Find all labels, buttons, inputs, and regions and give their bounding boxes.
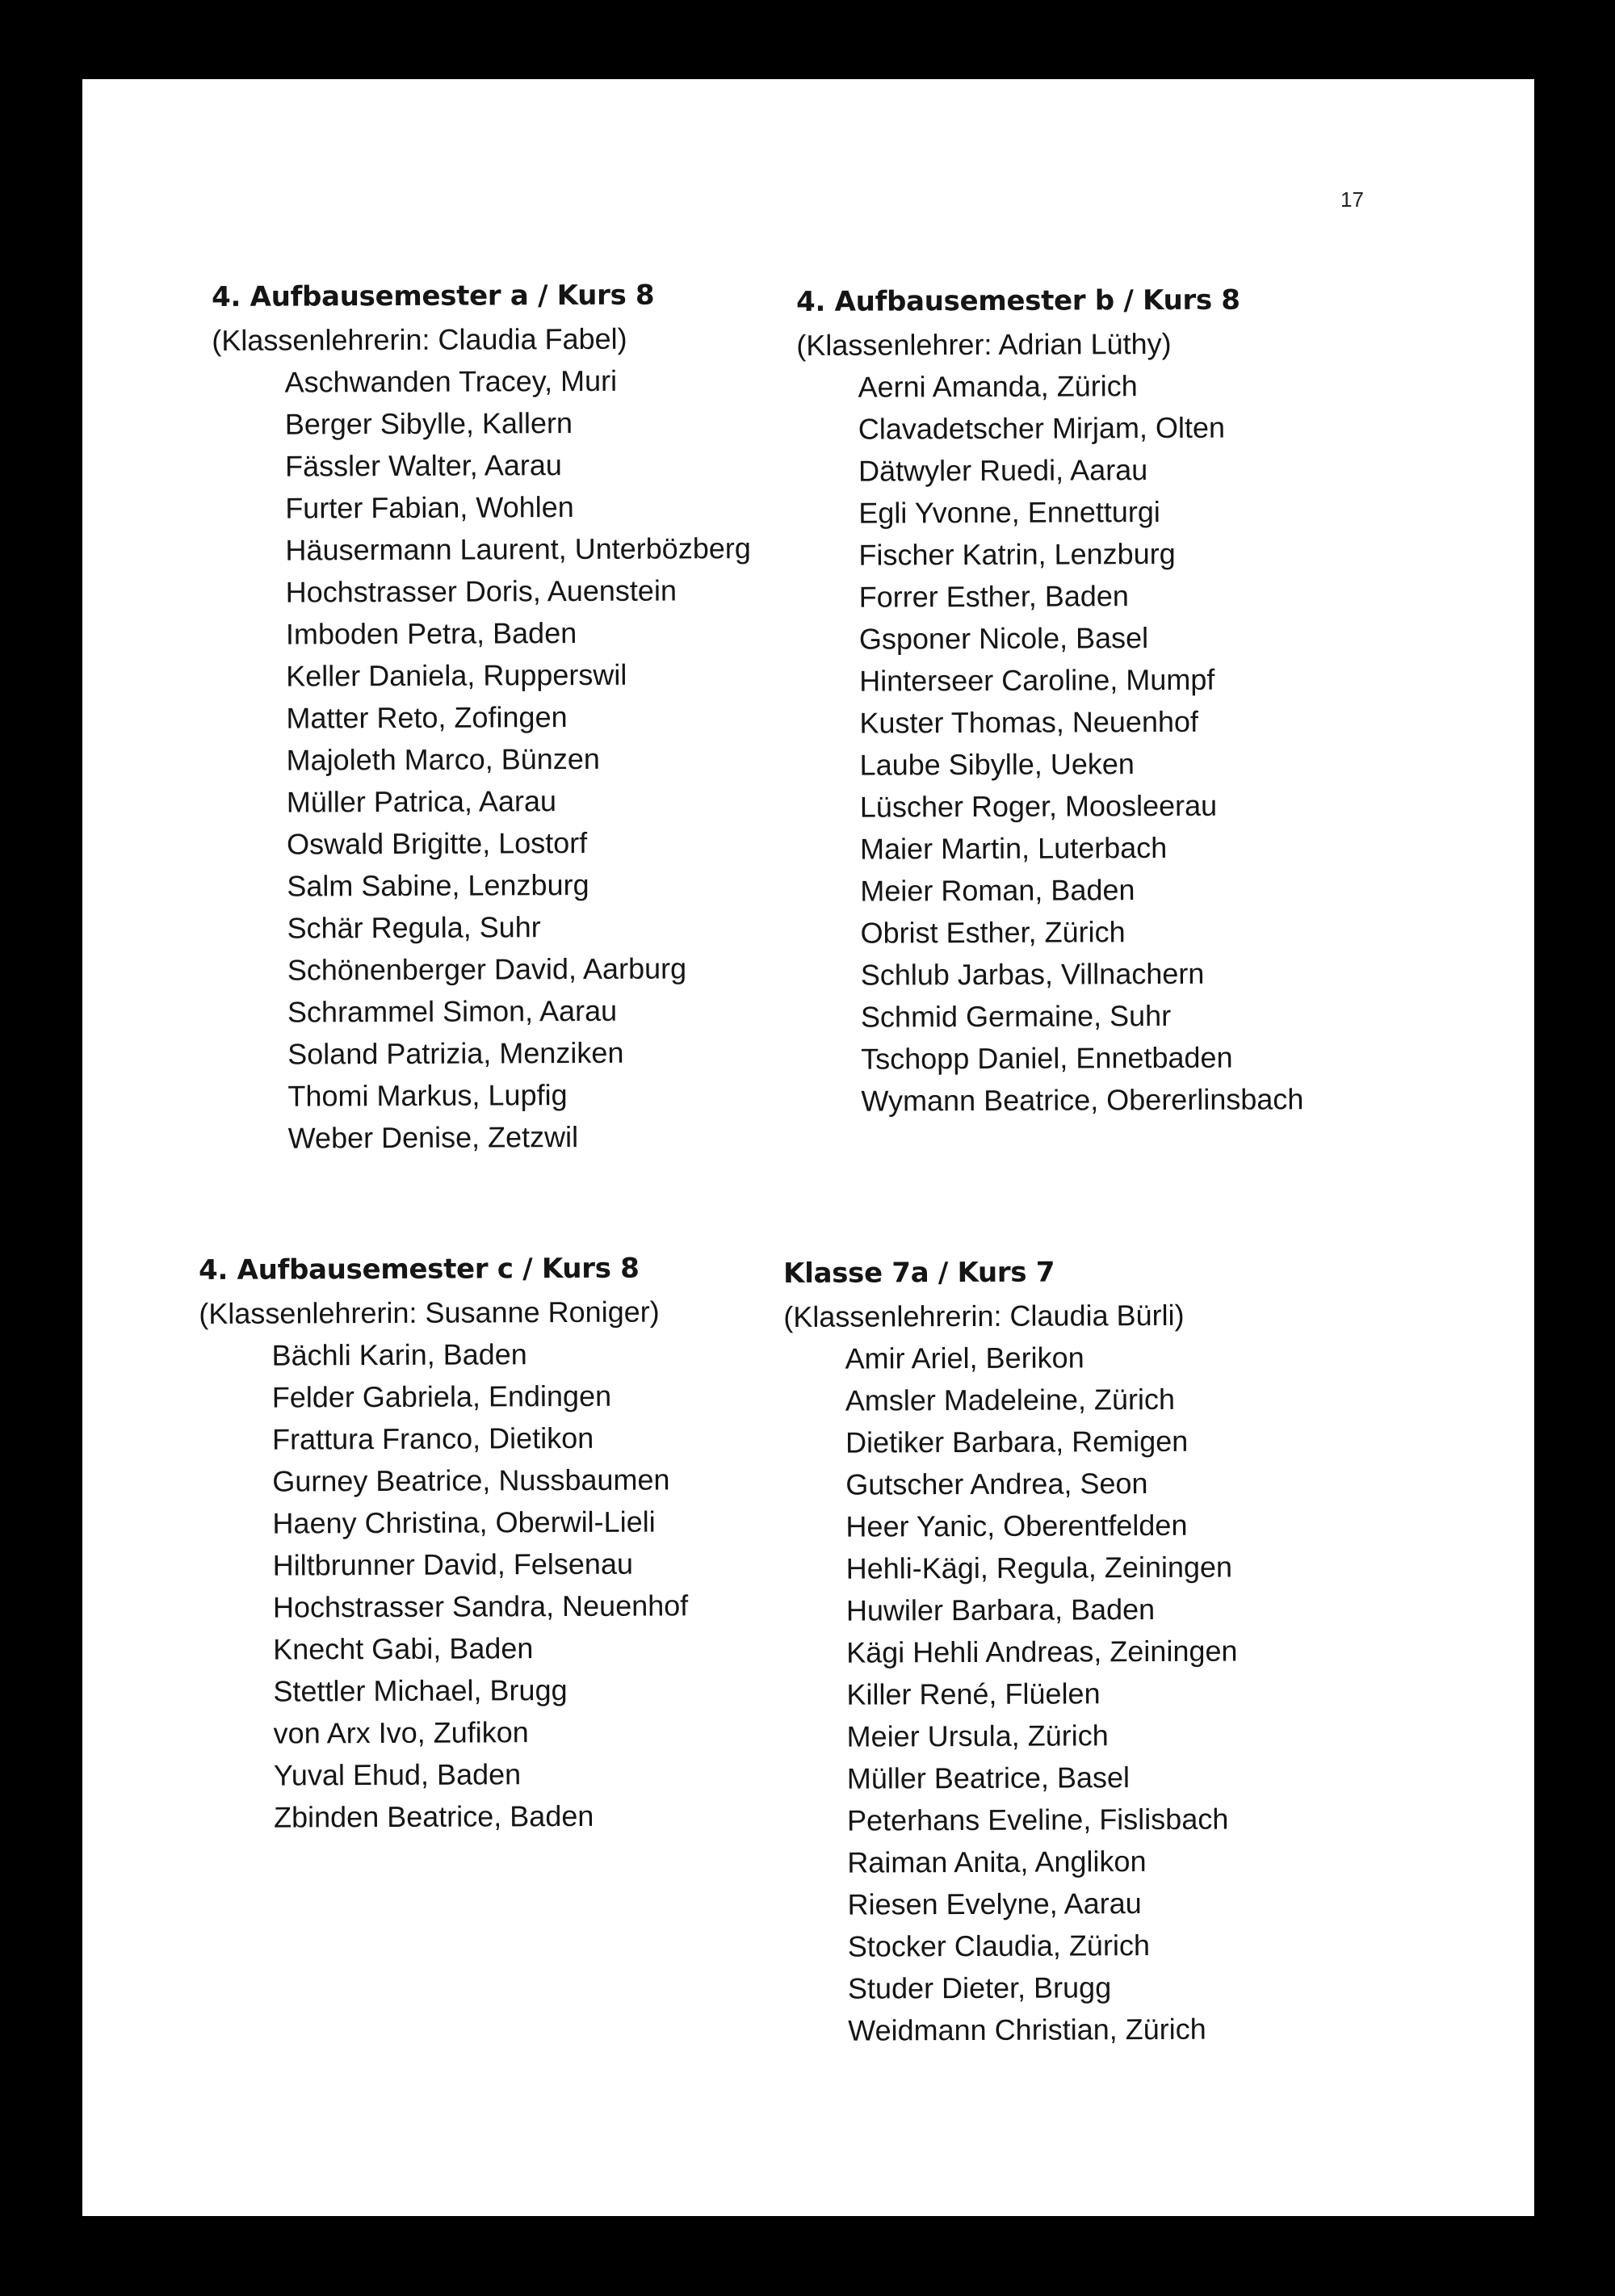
class-heading: 4. Aufbausemester c / Kurs 8	[199, 1252, 640, 1287]
student-entry: Felder Gabriela, Endingen	[271, 1379, 612, 1414]
student-entry: Furter Fabian, Wohlen	[285, 490, 574, 525]
student-entry: Hinterseer Caroline, Mumpf	[859, 662, 1215, 698]
student-entry: Dietiker Barbara, Remigen	[845, 1424, 1189, 1459]
student-entry: Keller Daniela, Rupperswil	[286, 657, 627, 693]
class-heading: Klasse 7a / Kurs 7	[783, 1256, 1055, 1290]
student-entry: Wymann Beatrice, Obererlinsbach	[861, 1082, 1304, 1118]
student-entry: Hehli-Kägi, Regula, Zeiningen	[845, 1550, 1233, 1585]
student-entry: Stettler Michael, Brugg	[273, 1673, 568, 1708]
class-block-b	[796, 277, 1303, 1123]
student-list	[199, 1333, 689, 1839]
student-entry: Salm Sabine, Lenzburg	[287, 867, 589, 903]
class-block-7a	[783, 1249, 1240, 2052]
student-entry: Studer Dieter, Brugg	[847, 1971, 1112, 2005]
student-entry: Frattura Franco, Dietikon	[271, 1421, 594, 1456]
student-entry: Gsponer Nicole, Basel	[858, 621, 1149, 656]
class-teacher: (Klassenlehrerin: Claudia Bürli)	[783, 1298, 1185, 1333]
student-entry: Oswald Brigitte, Lostorf	[286, 825, 588, 861]
student-entry: Müller Beatrice, Basel	[846, 1761, 1130, 1795]
student-entry: Häusermann Laurent, Unterbözberg	[285, 531, 751, 567]
student-entry: Clavadetscher Mirjam, Olten	[858, 410, 1226, 446]
student-entry: Forrer Esther, Baden	[858, 579, 1129, 614]
student-list	[783, 1337, 1239, 2052]
student-entry: Knecht Gabi, Baden	[273, 1631, 534, 1666]
student-entry: Fässler Walter, Aarau	[284, 448, 562, 483]
student-entry: Aerni Amanda, Zürich	[858, 369, 1138, 404]
student-entry: Stocker Claudia, Zürich	[847, 1929, 1151, 1963]
student-entry: Dätwyler Ruedi, Aarau	[858, 453, 1148, 488]
student-entry: Kuster Thomas, Neuenhof	[859, 704, 1199, 740]
student-entry: Hochstrasser Sandra, Neuenhof	[272, 1589, 689, 1624]
student-entry: Bächli Karin, Baden	[271, 1337, 527, 1372]
student-entry: Heer Yanic, Oberentfelden	[845, 1508, 1188, 1543]
student-entry: Egli Yvonne, Ennetturgi	[858, 495, 1160, 530]
student-entry: Hochstrasser Doris, Auenstein	[285, 573, 677, 609]
student-entry: Amsler Madeleine, Zürich	[845, 1382, 1176, 1417]
student-entry: Imboden Petra, Baden	[285, 616, 577, 651]
student-entry: Riesen Evelyne, Aarau	[847, 1887, 1142, 1921]
student-entry: Weber Denise, Zetzwil	[287, 1120, 579, 1155]
student-entry: Fischer Katrin, Lenzburg	[858, 536, 1176, 572]
student-entry: Schönenberger David, Aarburg	[287, 951, 687, 987]
student-entry: Schär Regula, Suhr	[287, 910, 541, 945]
student-entry: Berger Sibylle, Kallern	[284, 406, 573, 441]
page-number: 17	[1340, 187, 1364, 212]
student-entry: Meier Ursula, Zürich	[846, 1719, 1109, 1753]
student-entry: Obrist Esther, Zürich	[860, 915, 1126, 950]
student-entry: Kägi Hehli Andreas, Zeiningen	[846, 1634, 1238, 1669]
student-entry: Schlub Jarbas, Villnachern	[860, 956, 1205, 992]
student-entry: Maier Martin, Luterbach	[859, 831, 1168, 866]
student-entry: Meier Roman, Baden	[860, 873, 1135, 908]
class-heading: 4. Aufbausemester b / Kurs 8	[796, 283, 1240, 318]
student-entry: Weidmann Christian, Zürich	[848, 2012, 1206, 2047]
student-entry: Yuval Ehud, Baden	[273, 1757, 522, 1792]
student-entry: Lüscher Roger, Moosleerau	[859, 788, 1218, 824]
student-entry: Aschwanden Tracey, Muri	[284, 363, 618, 399]
student-entry: Huwiler Barbara, Baden	[845, 1592, 1156, 1627]
student-entry: Müller Patrica, Aarau	[286, 784, 557, 819]
student-entry: Schrammel Simon, Aarau	[287, 993, 618, 1029]
student-entry: Tschopp Daniel, Ennetbaden	[861, 1040, 1233, 1076]
student-entry: Matter Reto, Zofingen	[286, 700, 568, 735]
class-teacher: (Klassenlehrer: Adrian Lüthy)	[796, 326, 1172, 362]
student-entry: Hiltbrunner David, Felsenau	[272, 1547, 634, 1582]
student-entry: Zbinden Beatrice, Baden	[273, 1799, 594, 1834]
student-entry: Peterhans Eveline, Fislisbach	[846, 1802, 1229, 1837]
student-entry: Gutscher Andrea, Seon	[845, 1467, 1148, 1501]
student-entry: Thomi Markus, Lupfig	[287, 1078, 568, 1113]
class-block-a	[212, 272, 753, 1160]
student-list	[796, 364, 1303, 1123]
student-entry: Haeny Christina, Oberwil-Lieli	[272, 1505, 656, 1540]
student-entry: von Arx Ivo, Zufikon	[273, 1715, 529, 1750]
class-heading: 4. Aufbausemester a / Kurs 8	[212, 279, 655, 313]
student-entry: Amir Ariel, Berikon	[845, 1341, 1084, 1375]
student-entry: Majoleth Marco, Bünzen	[286, 741, 600, 777]
class-teacher: (Klassenlehrerin: Claudia Fabel)	[212, 321, 627, 357]
student-entry: Raiman Anita, Anglikon	[847, 1845, 1147, 1879]
class-teacher: (Klassenlehrerin: Susanne Roniger)	[199, 1295, 660, 1330]
student-entry: Soland Patrizia, Menziken	[287, 1035, 624, 1071]
student-entry: Schmid Germaine, Suhr	[860, 998, 1172, 1034]
student-entry: Gurney Beatrice, Nussbaumen	[272, 1463, 670, 1498]
student-list	[212, 359, 753, 1160]
student-entry: Killer René, Flüelen	[846, 1677, 1101, 1711]
class-block-c	[199, 1245, 689, 1839]
student-entry: Laube Sibylle, Ueken	[859, 747, 1135, 782]
